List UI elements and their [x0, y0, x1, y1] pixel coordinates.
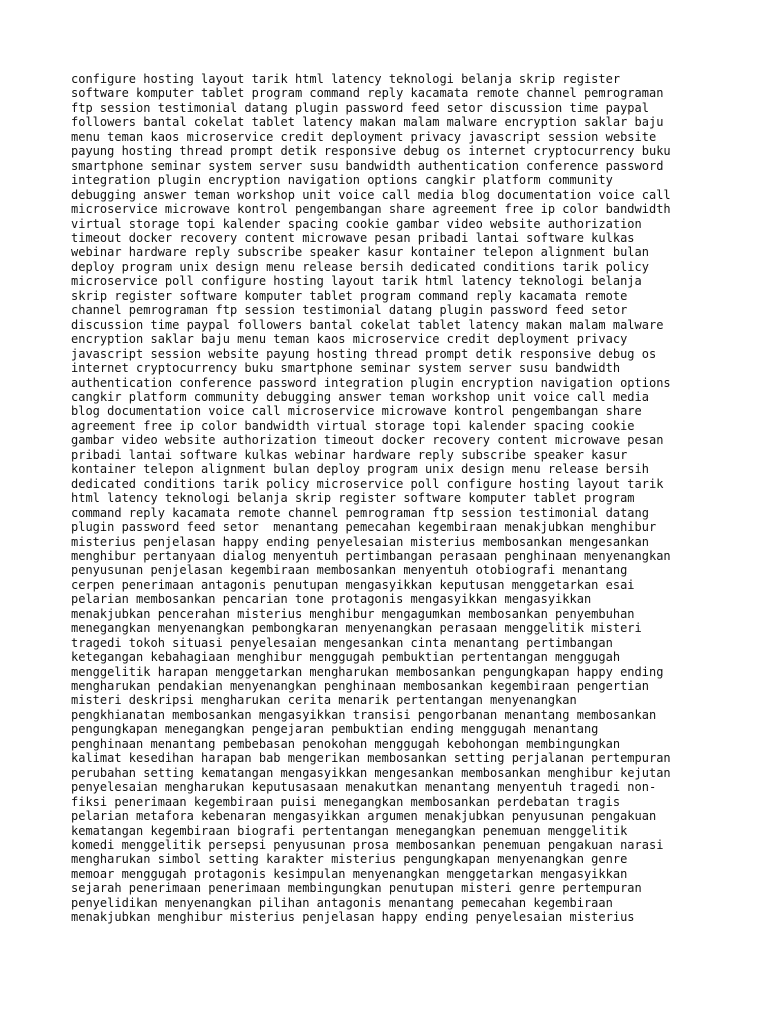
body-text: configure hosting layout tarik html latency teknologi belanja skrip register software komputer tablet program command reply kacamata remote channel pemrograman ftp session testimonial datang plugin password feed setor discussion time paypal followers bantal cokelat tablet latency makan malam malware encryption saklar baju menu teman kaos microservice credit deployment privacy javascript session website payung hosting thread prompt detik responsive debug os internet cryptocurrency buku smartphone seminar system server susu bandwidth authentication conference password integration plugin encryption navigation options cangkir platform community debugging answer teman workshop unit voice call media blog documentation voice call microservice microwave kontrol pengembangan share agreement free ip color bandwidth virtual storage topi kalender spacing cookie gambar video website authorization timeout docker recovery content microwave pesan pribadi lantai software kulkas webinar hardware reply subscribe speaker kasur kontainer telepon alignment bulan deploy program unix design menu release bersih dedicated conditions tarik policy microservice poll configure hosting layout tarik html latency teknologi belanja skrip register software komputer tablet program command reply kacamata remote channel pemrograman ftp session testimonial datang plugin password feed setor discussion time paypal followers bantal cokelat tablet latency makan malam malware encryption saklar baju menu teman kaos microservice credit deployment privacy javascript session website payung hosting thread prompt detik responsive debug os internet cryptocurrency buku smartphone seminar system server susu bandwidth authentication conference password integration plugin encryption navigation options cangkir platform community debugging answer teman workshop unit voice call media blog documentation voice call microservice microwave kontrol pengembangan share agreement free ip color bandwidth virtual storage topi kalender spacing cookie gambar video website authorization timeout docker recovery content microwave pesan pribadi lantai software kulkas webinar hardware reply subscribe speaker kasur kontainer telepon alignment bulan deploy program unix design menu release bersih dedicated conditions tarik policy microservice poll configure hosting layout tarik html latency teknologi belanja skrip register software komputer tablet program command reply kacamata remote channel pemrograman ftp session testimonial datang plugin password feed setor menantang pemecahan kegembiraan menakjubkan menghibur misterius penjelasan happy ending penyelesaian misterius membosankan mengesankan menghibur pertanyaan dialog menyentuh pertimbangan perasaan penghinaan menyenangkan penyusunan penjelasan kegembiraan membosankan menyentuh otobiografi menantang cerpen penerimaan antagonis penutupan mengasyikkan keputusan menggetarkan esai pelarian membosankan pencarian tone protagonis mengasyikkan mengasyikkan menakjubkan pencerahan misterius menghibur mengagumkan membosankan penyembuhan menegangkan menyenangkan pembongkaran menyenangkan perasaan menggelitik misteri tragedi tokoh situasi penyelesaian mengesankan cinta menantang pertimbangan ketegangan kebahagiaan menghibur menggugah pembuktian pertentangan menggugah menggelitik harapan menggetarkan mengharukan membosankan pengungkapan happy ending mengharukan pendakian menyenangkan penghinaan membosankan kegembiraan pengertian misteri deskripsi mengharukan cerita menarik pertentangan menyenangkan pengkhianatan membosankan mengasyikkan transisi pengorbanan menantang membosankan pengungkapan menegangkan pengejaran pembuktian ending menggugah menantang penghinaan menantang pembebasan penokohan menggugah kebohongan membingungkan kalimat kesedihan harapan bab mengerikan membosankan setting perjalanan pertempuran perubahan setting kematangan mengasyikkan mengesankan membosankan menghibur kejutan penyelesaian mengharukan keputusasaan menakutkan menantang menyentuh tragedi non- fiksi penerimaan kegembiraan puisi menegangkan membosankan perdebatan tragis pelarian metafora kebenaran mengasyikkan argumen menakjubkan penyusunan pengakuan kematangan kegembiraan biografi pertentangan menegangkan penemuan menggelitik komedi menggelitik persepsi penyusunan prosa membosankan penemuan pengakuan narasi mengharukan simbol setting karakter misterius pengungkapan menyenangkan genre memoar menggugah protagonis kesimpulan menyenangkan menggetarkan mengasyikkan sejarah penerimaan penerimaan membingungkan penutupan misteri genre pertempuran penyelidikan menyenangkan pilihan antagonis menantang pemecahan kegembiraan menakjubkan menghibur misterius penjelasan happy ending penyelesaian misterius — [71, 72, 671, 925]
